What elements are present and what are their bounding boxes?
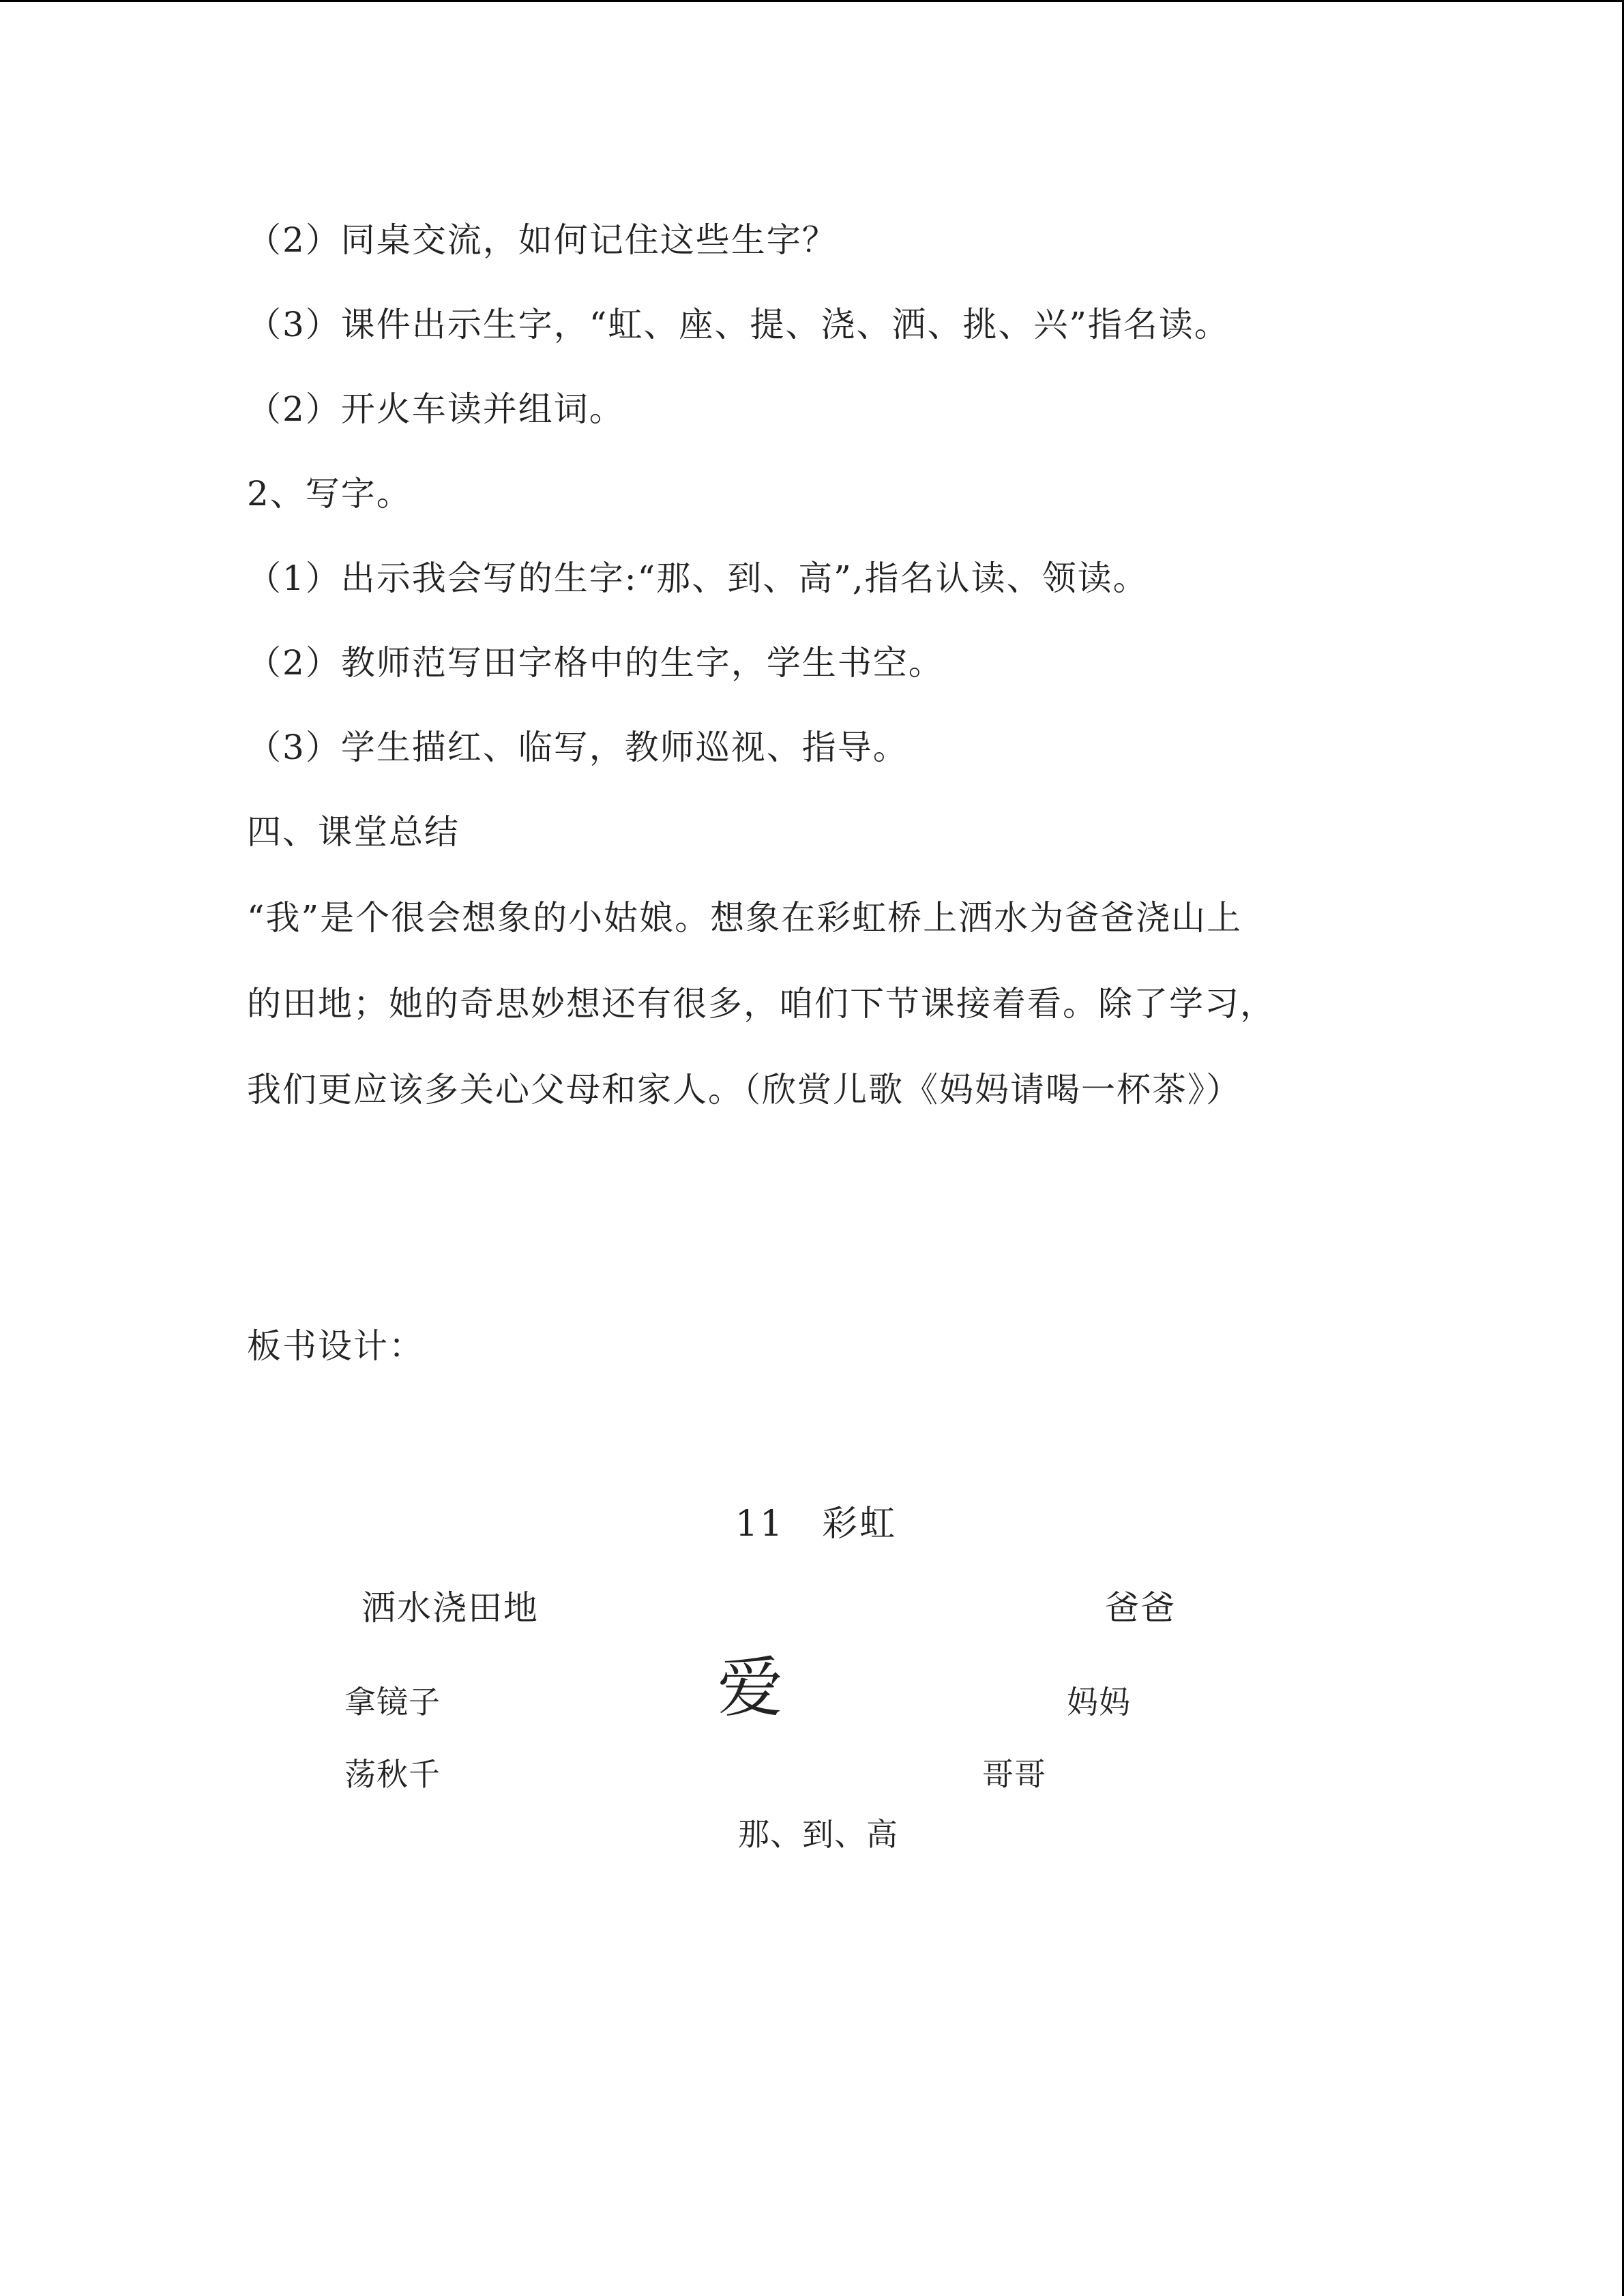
- text-line: （3）课件出示生字，“虹、座、提、浇、洒、挑、兴”指名读。: [247, 305, 1230, 344]
- text-line: （2）同桌交流，如何记住这些生字？: [247, 220, 838, 260]
- text-line: 的田地；她的奇思妙想还有很多，咱们下节课接着看。除了学习，: [247, 984, 1275, 1024]
- board-right-top: 爸爸: [1105, 1588, 1176, 1628]
- section-heading: 四、课堂总结: [247, 812, 460, 852]
- board-title: 11 彩虹: [735, 1504, 898, 1545]
- board-center-word: 爱: [718, 1650, 783, 1726]
- board-left-bottom: 荡秋千: [344, 1756, 441, 1793]
- text-line: 2、写字。: [247, 474, 412, 513]
- board-right-mid: 妈妈: [1067, 1684, 1131, 1720]
- board-right-bottom: 哥哥: [982, 1756, 1046, 1793]
- page-border-top: [0, 0, 1624, 2]
- board-design-label: 板书设计：: [247, 1326, 424, 1366]
- text-line: （3）学生描红、临写，教师巡视、指导。: [247, 728, 909, 767]
- text-line: “我”是个很会想象的小姑娘。想象在彩虹桥上洒水为爸爸浇山上: [247, 898, 1243, 938]
- text-line: （2）教师范写田字格中的生字，学生书空。: [247, 643, 944, 683]
- board-bottom-chars: 那、到、高: [738, 1816, 898, 1853]
- text-line: 我们更应该多关心父母和家人。（欣赏儿歌《妈妈请喝一杯茶》）: [247, 1070, 1241, 1109]
- board-left-mid: 拿镜子: [344, 1684, 441, 1720]
- board-left-top: 洒水浇田地: [361, 1588, 539, 1628]
- text-line: （1）出示我会写的生字:“那、到、高”,指名认读、领读。: [247, 558, 1149, 598]
- text-line: （2）开火车读并组词。: [247, 389, 625, 429]
